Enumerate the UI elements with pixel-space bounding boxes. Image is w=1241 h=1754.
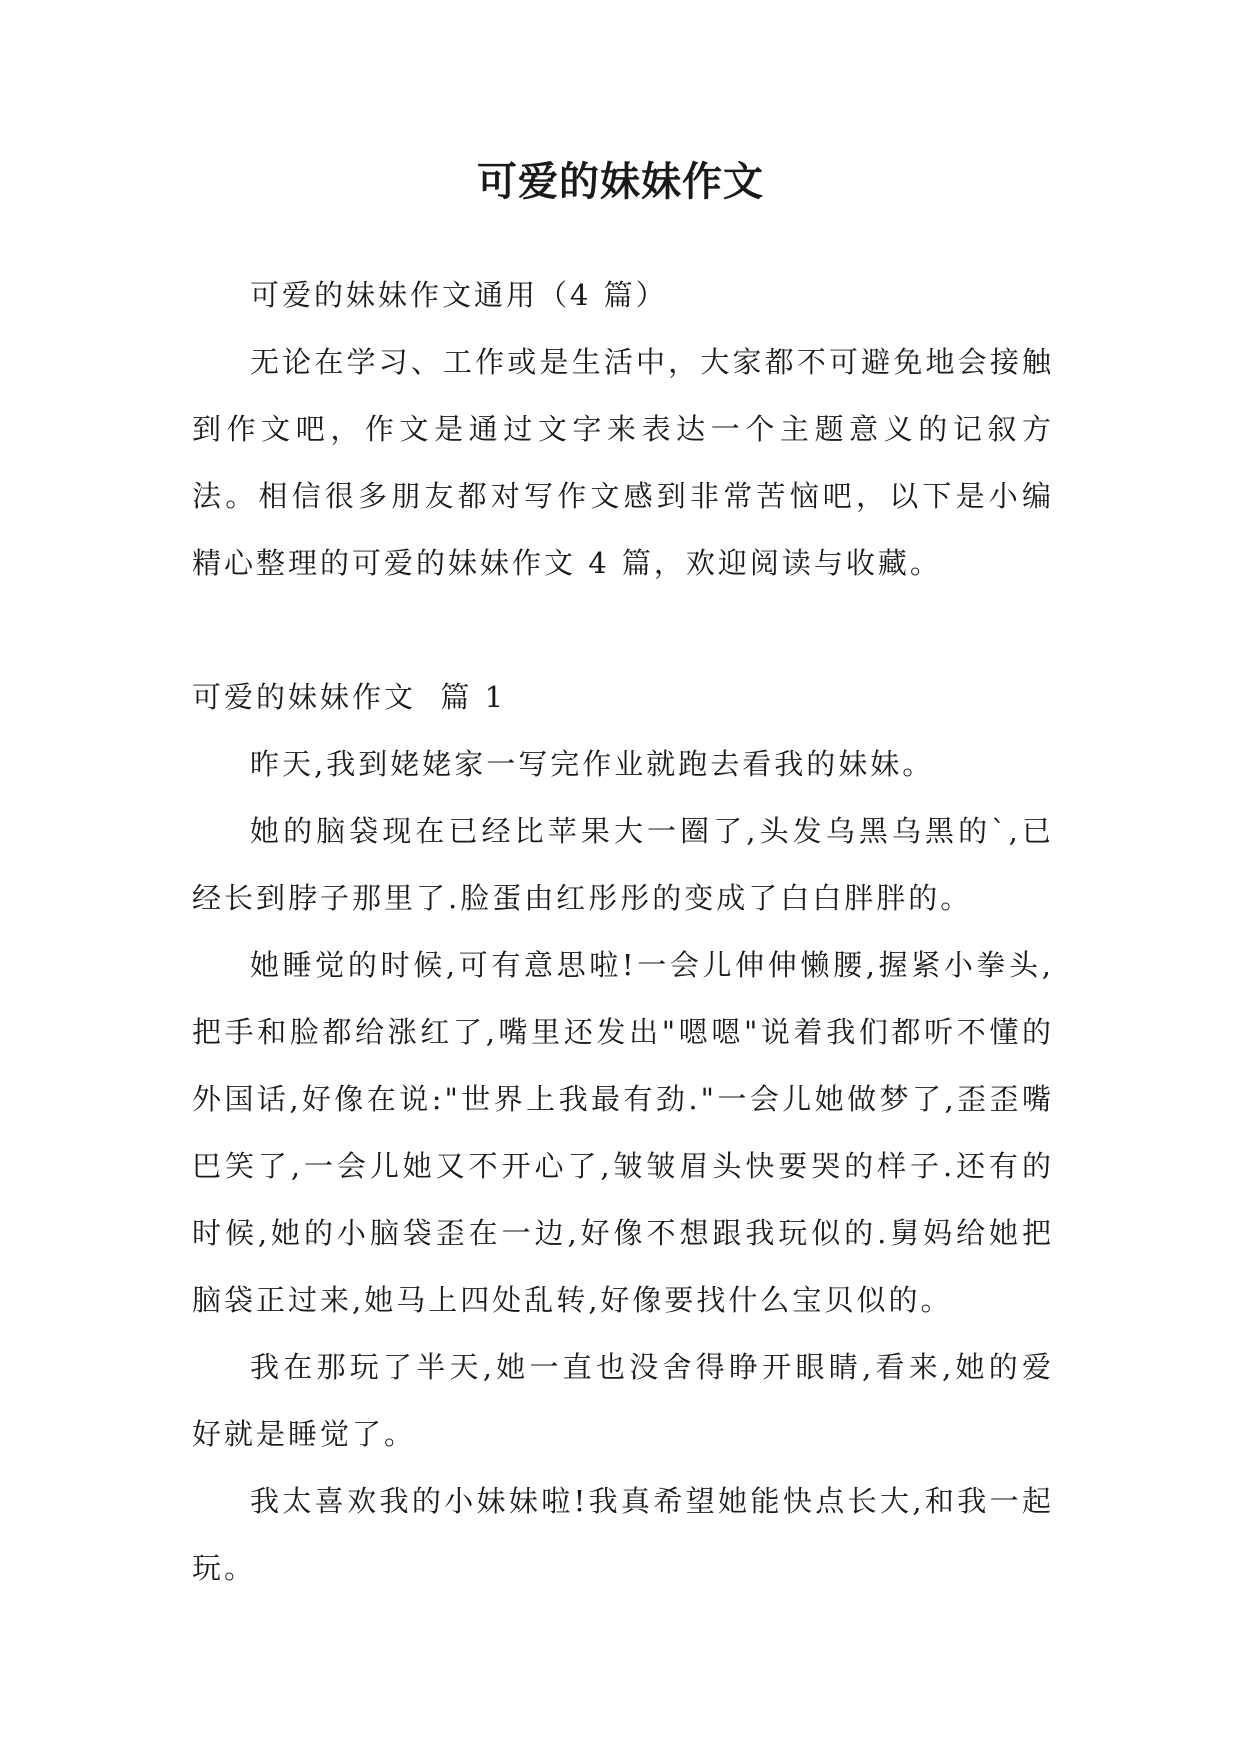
document-subtitle: 可爱的妹妹作文通用（4 篇） — [250, 278, 668, 312]
section-heading: 可爱的妹妹作文 篇 1 — [192, 680, 507, 714]
body-paragraph: 昨天,我到姥姥家一写完作业就跑去看我的妹妹。 — [250, 747, 935, 781]
body-paragraph: 我太喜欢我的小妹妹啦!我真希望她能快点长大,和我一起玩。 — [192, 1484, 1054, 1585]
document-title: 可爱的妹妹作文 — [477, 159, 764, 205]
body-paragraph: 她的脑袋现在已经比苹果大一圈了,头发乌黑乌黑的`,已经长到脖子那里了.脸蛋由红彤彤的变成了白白胖胖的。 — [192, 814, 1054, 915]
section-spacer — [192, 597, 1054, 664]
document-body — [192, 262, 1054, 1602]
body-paragraph: 她睡觉的时候,可有意思啦!一会儿伸伸懒腰,握紧小拳头,把手和脸都给涨红了,嘴里还发出"嗯嗯"说着我们都听不懂的外国话,好像在说:"世界上我最有劲."一会儿她做梦了,歪歪嘴巴笑了,一会儿她又不开心了,皱皱眉头快要哭的样子.还有的时候,她的小脑袋歪在一边,好像不想跟我玩似的.舅妈给她把脑袋正过来,她马上四处乱转,好像要找什么宝贝似的。 — [192, 948, 1054, 1317]
body-paragraph: 我在那玩了半天,她一直也没舍得睁开眼睛,看来,她的爱好就是睡觉了。 — [192, 1350, 1054, 1451]
intro-paragraph: 无论在学习、工作或是生活中，大家都不可避免地会接触到作文吧，作文是通过文字来表达一个主题意义的记叙方法。相信很多朋友都对写作文感到非常苦恼吧，以下是小编精心整理的可爱的妹妹作文 4 篇，欢迎阅读与收藏。 — [192, 345, 1054, 580]
